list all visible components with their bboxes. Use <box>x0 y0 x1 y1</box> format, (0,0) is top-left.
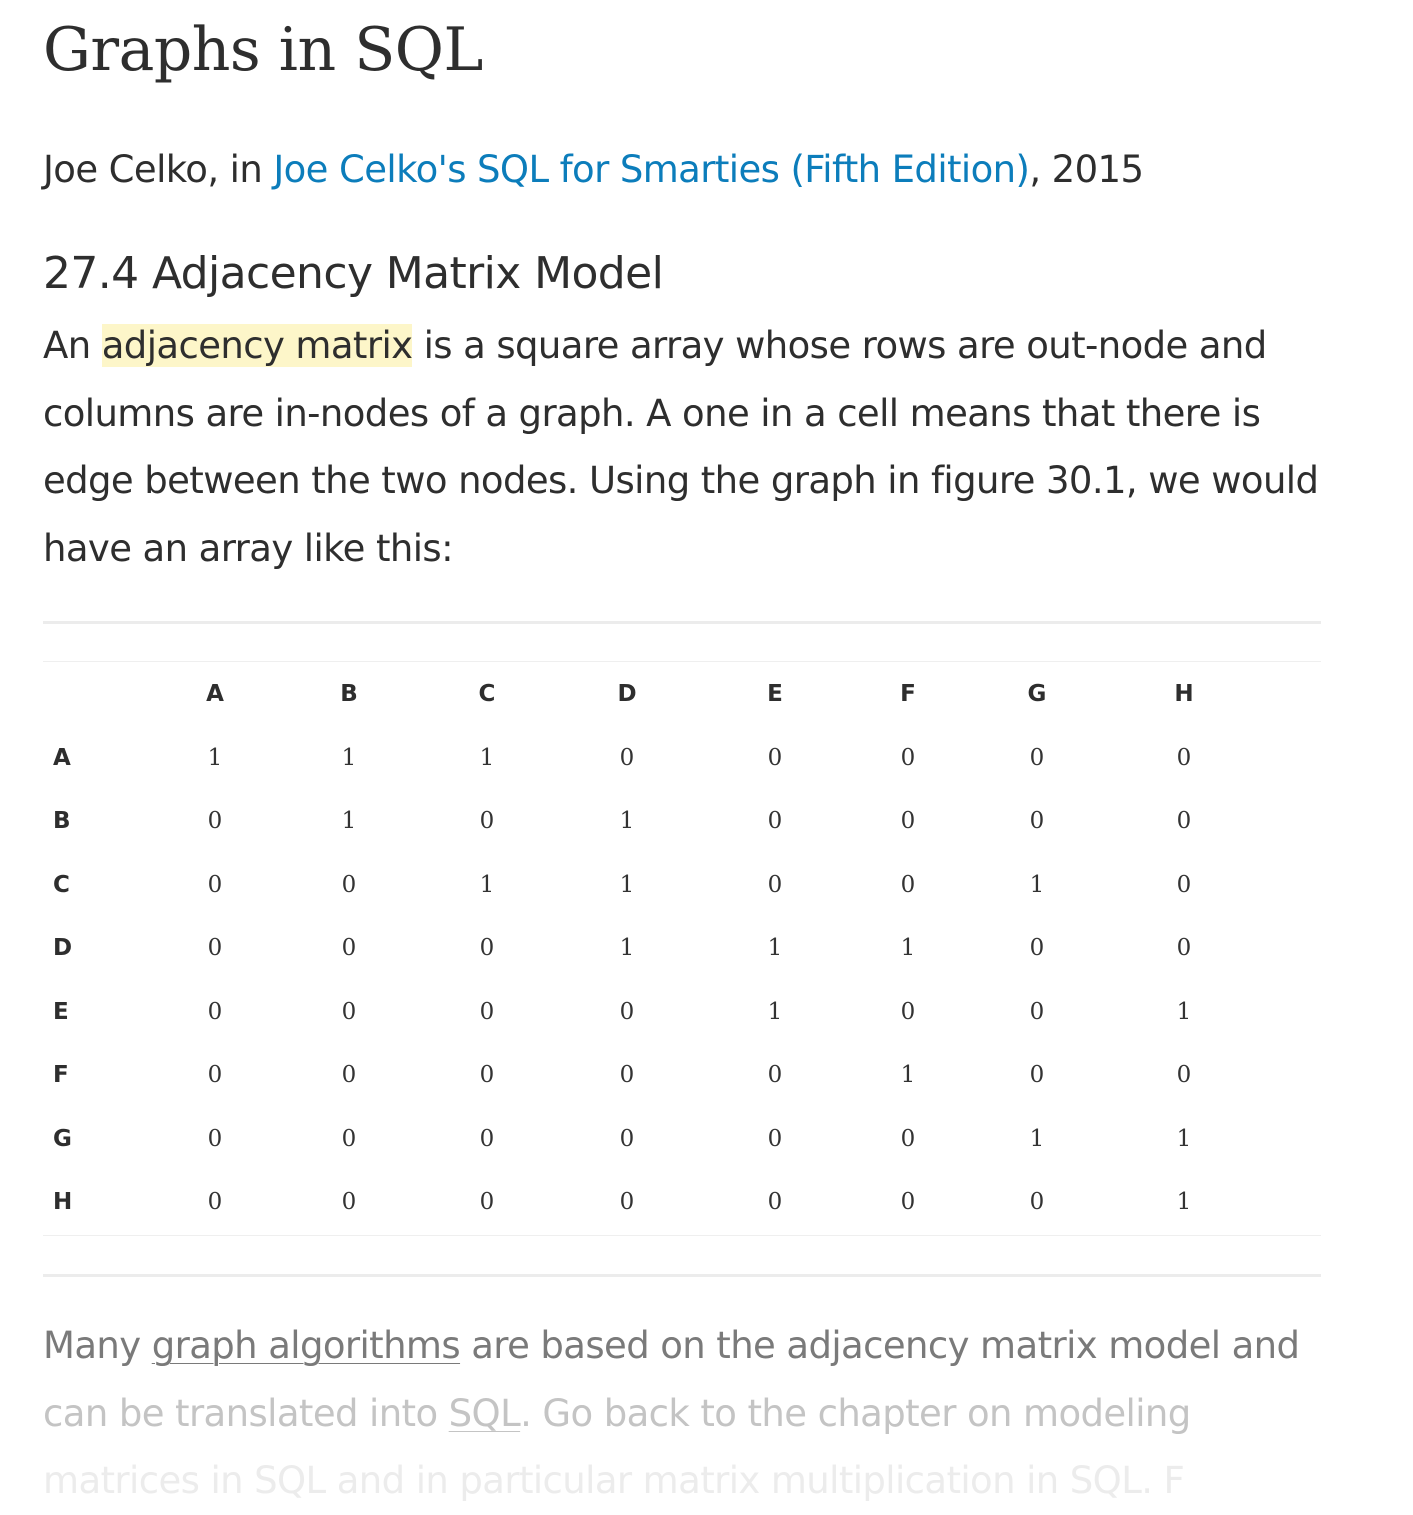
matrix-cell: 1 <box>479 871 495 898</box>
matrix-cell: 0 <box>900 1125 916 1152</box>
matrix-cell: 0 <box>619 1125 635 1152</box>
adjacency-matrix-table <box>43 662 1321 1234</box>
matrix-cell: 0 <box>341 1062 357 1089</box>
row-header: E <box>53 998 69 1025</box>
graph-algorithms-link[interactable]: graph algorithms <box>151 1324 461 1367</box>
matrix-cell: 0 <box>341 935 357 962</box>
matrix-cell: 0 <box>619 744 635 771</box>
matrix-cell: 0 <box>767 1062 783 1089</box>
matrix-cell: 0 <box>207 871 223 898</box>
matrix-cell: 0 <box>619 1062 635 1089</box>
author-name: Joe Celko <box>43 148 208 191</box>
table-bottom-divider <box>43 1274 1321 1277</box>
matrix-cell: 0 <box>1029 1189 1045 1216</box>
matrix-cell: 0 <box>207 1189 223 1216</box>
matrix-cell: 0 <box>1176 744 1192 771</box>
matrix-cell: 0 <box>207 1125 223 1152</box>
matrix-cell: 1 <box>900 935 916 962</box>
matrix-cell: 0 <box>900 871 916 898</box>
matrix-cell: 0 <box>207 1062 223 1089</box>
row-header: B <box>53 808 71 835</box>
continuation-line-2 <box>43 1392 1191 1435</box>
continuation-line-1 <box>43 1324 1299 1367</box>
matrix-cell: 0 <box>479 1189 495 1216</box>
matrix-cell: 0 <box>1176 1062 1192 1089</box>
matrix-cell: 1 <box>1029 871 1045 898</box>
matrix-cell: 0 <box>1029 998 1045 1025</box>
matrix-cell: 0 <box>1029 808 1045 835</box>
paragraph-lead: An <box>43 324 102 367</box>
matrix-cell: 0 <box>900 998 916 1025</box>
table-row <box>43 1171 1321 1235</box>
matrix-cell: 1 <box>341 808 357 835</box>
matrix-cell: 1 <box>1176 998 1192 1025</box>
matrix-cell: 1 <box>341 744 357 771</box>
paragraph-text: is a square array whose rows are out-node and columns are in-nodes of a graph. A one in a cell means that there is edge between the two nodes. Using the graph in figure 30.1, we would have an array like this: <box>43 324 1319 570</box>
page-title: Graphs in SQL <box>43 15 483 85</box>
highlighted-term[interactable]: adjacency matrix <box>101 324 413 367</box>
table-row <box>43 853 1321 917</box>
continuation-text: are based on the adjacency matrix model and <box>460 1324 1300 1367</box>
publication-year: , 2015 <box>1029 148 1144 191</box>
matrix-cell: 1 <box>619 935 635 962</box>
matrix-cell: 1 <box>900 1062 916 1089</box>
table-row <box>43 1044 1321 1108</box>
continuation-paragraph <box>43 1312 1333 1515</box>
column-header: A <box>206 681 224 707</box>
matrix-cell: 1 <box>619 871 635 898</box>
continuation-text: . Go back to the chapter on modeling <box>520 1391 1191 1435</box>
matrix-cell: 0 <box>207 935 223 962</box>
matrix-cell: 0 <box>341 998 357 1025</box>
matrix-cell: 1 <box>767 935 783 962</box>
column-header: F <box>900 681 916 707</box>
matrix-cell: 0 <box>767 744 783 771</box>
matrix-cell: 0 <box>1029 1062 1045 1089</box>
continuation-line-3: matrices in SQL and in particular matrix multiplication in SQL. F <box>43 1459 1185 1502</box>
matrix-cell: 0 <box>207 998 223 1025</box>
matrix-cell: 0 <box>341 871 357 898</box>
table-row <box>43 917 1321 981</box>
matrix-cell: 0 <box>900 744 916 771</box>
column-header: C <box>478 681 496 707</box>
matrix-cell: 0 <box>767 1125 783 1152</box>
table-row <box>43 726 1321 790</box>
matrix-cell: 0 <box>1176 871 1192 898</box>
continuation-text: Many <box>43 1324 152 1367</box>
column-header: D <box>617 681 637 707</box>
matrix-cell: 0 <box>1176 808 1192 835</box>
matrix-cell: 0 <box>1029 744 1045 771</box>
matrix-cell: 0 <box>767 808 783 835</box>
column-header: G <box>1027 681 1047 707</box>
matrix-header-row <box>43 662 1321 726</box>
matrix-cell: 0 <box>767 1189 783 1216</box>
matrix-cell: 0 <box>341 1125 357 1152</box>
row-header: C <box>53 871 70 898</box>
matrix-cell: 1 <box>1176 1189 1192 1216</box>
row-header: A <box>53 744 71 771</box>
table-bottom-line <box>43 1235 1321 1236</box>
matrix-cell: 1 <box>619 808 635 835</box>
matrix-cell: 0 <box>479 935 495 962</box>
matrix-cell: 0 <box>767 871 783 898</box>
matrix-cell: 0 <box>479 808 495 835</box>
row-header: H <box>53 1189 73 1216</box>
matrix-cell: 0 <box>900 1189 916 1216</box>
byline-connector: , in <box>207 148 274 191</box>
matrix-cell: 0 <box>619 998 635 1025</box>
matrix-cell: 1 <box>479 744 495 771</box>
matrix-cell: 0 <box>1176 935 1192 962</box>
book-link[interactable]: Joe Celko's SQL for Smarties (Fifth Edition) <box>273 148 1030 191</box>
continuation-text: can be translated into <box>43 1391 449 1435</box>
table-top-divider <box>43 621 1321 624</box>
matrix-cell: 0 <box>479 998 495 1025</box>
matrix-cell: 1 <box>207 744 223 771</box>
matrix-cell: 0 <box>479 1062 495 1089</box>
column-header: H <box>1174 681 1194 707</box>
matrix-cell: 1 <box>1176 1125 1192 1152</box>
matrix-cell: 0 <box>341 1189 357 1216</box>
table-row <box>43 790 1321 854</box>
row-header: D <box>53 935 73 962</box>
matrix-cell: 0 <box>619 1189 635 1216</box>
matrix-cell: 1 <box>1029 1125 1045 1152</box>
sql-link[interactable]: SQL <box>448 1391 521 1435</box>
table-row <box>43 980 1321 1044</box>
matrix-cell: 0 <box>900 808 916 835</box>
row-header: F <box>53 1062 69 1089</box>
column-header: B <box>340 681 358 707</box>
byline <box>43 146 1143 194</box>
row-header: G <box>53 1125 72 1152</box>
body-paragraph <box>43 312 1321 582</box>
table-row <box>43 1107 1321 1171</box>
matrix-cell: 1 <box>767 998 783 1025</box>
matrix-cell: 0 <box>479 1125 495 1152</box>
column-header: E <box>767 681 783 707</box>
matrix-cell: 0 <box>207 808 223 835</box>
matrix-cell: 0 <box>1029 935 1045 962</box>
section-heading: 27.4 Adjacency Matrix Model <box>43 248 664 299</box>
